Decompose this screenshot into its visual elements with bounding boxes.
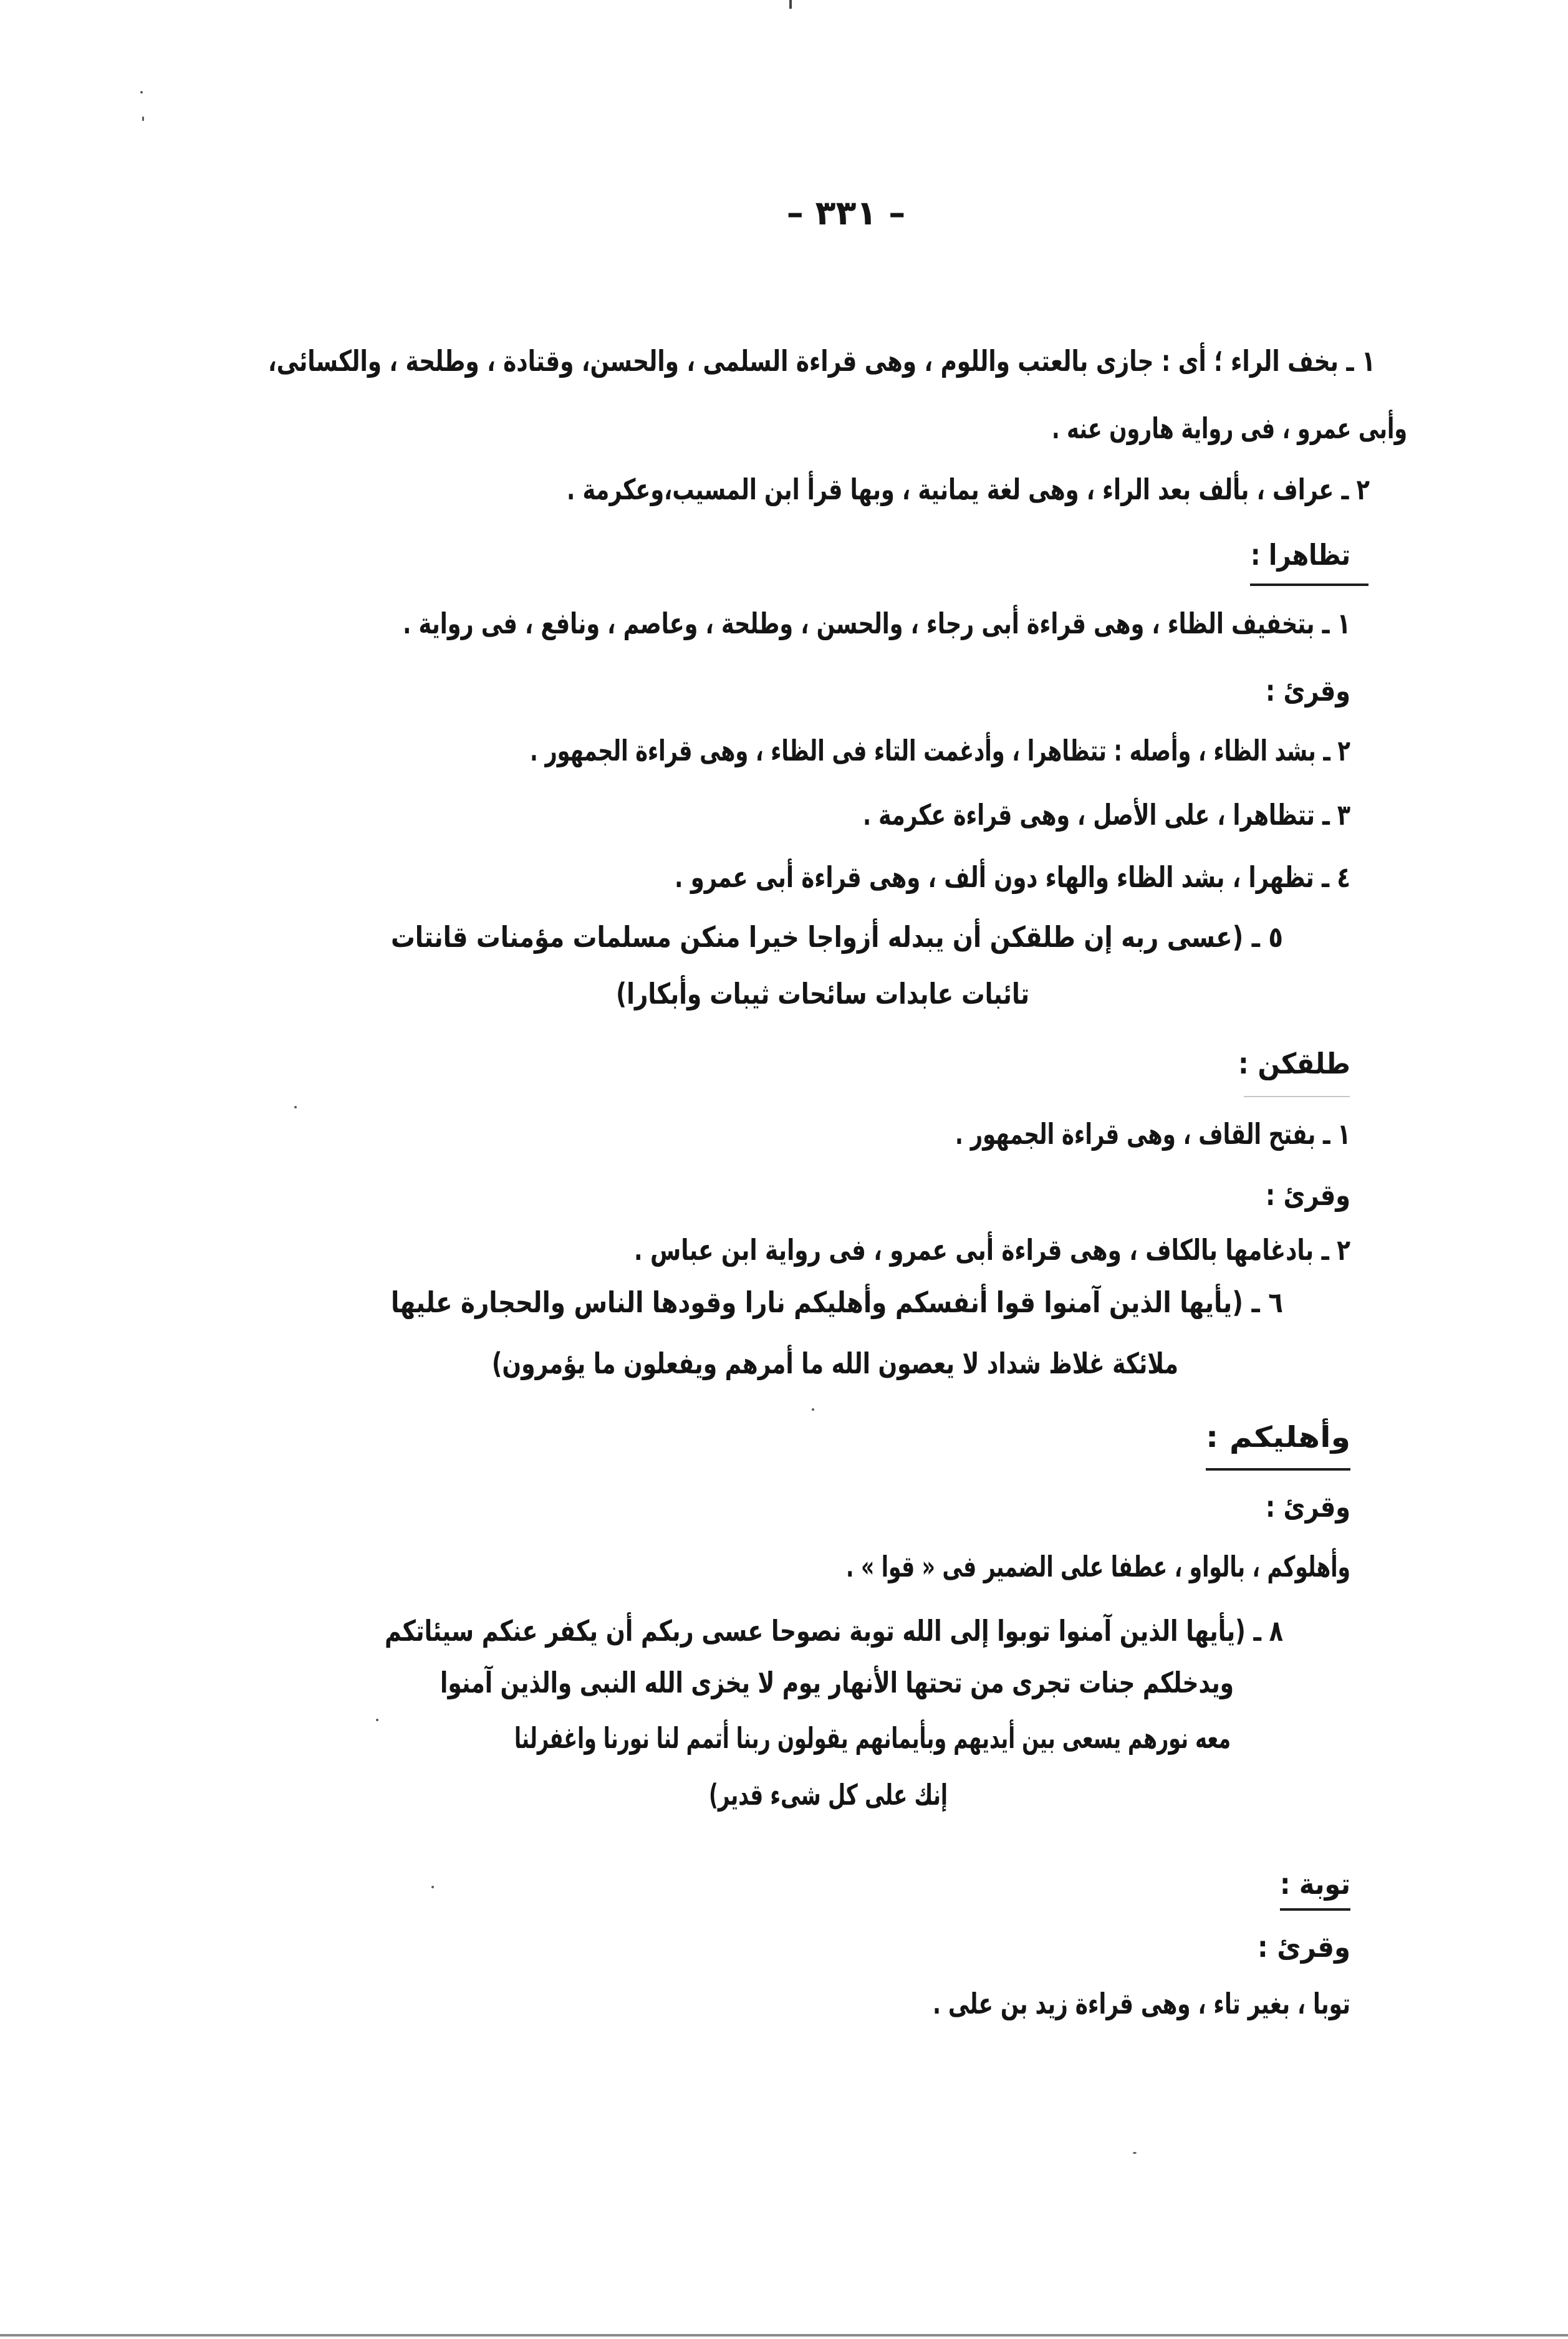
scan-speck: [142, 117, 144, 121]
page-number: – ٣٣١ –: [786, 193, 906, 233]
verse-line: معه نورهم يسعى بين أيديهم وبأيمانهم يقولون ربنا أتمم لنا نورنا واغفرلنا: [514, 1721, 1231, 1755]
entry-heading: طلقكن :: [1238, 1047, 1350, 1080]
verse-line: ملائكة غلاظ شداد لا يعصون الله ما أمرهم ويفعلون ما يؤمرون): [491, 1347, 1178, 1380]
entry-heading: تظاهرا :: [1250, 538, 1350, 572]
scan-edge-line: [0, 2334, 1568, 2337]
entry-heading: وأهليكم :: [1205, 1420, 1350, 1454]
verse-line: تائبات عابدات سائحات ثيبات وأبكارا): [616, 977, 1029, 1011]
reading-line: ١ ـ بفتح القاف ، وهى قراءة الجمهور .: [955, 1117, 1350, 1151]
verse-line: ٥ ـ (عسى ربه إن طلقكن أن يبدله أزواجا خيرا منكن مسلمات مؤمنات قانتات: [390, 920, 1283, 954]
reading-line: ٢ ـ بادغامها بالكاف ، وهى قراءة أبى عمرو ، فى رواية ابن عباس .: [634, 1233, 1350, 1267]
scan-speck: [1133, 2152, 1137, 2154]
reading-line: ٤ ـ تظهرا ، بشد الظاء والهاء دون ألف ، وهى قراءة أبى عمرو .: [674, 860, 1350, 894]
reading-line: ٣ ـ تتظاهرا ، على الأصل ، وهى قراءة عكرمة .: [862, 798, 1350, 832]
scan-speck: [812, 1408, 814, 1411]
scan-speck: [294, 1106, 297, 1108]
reading-line: ٢ ـ بشد الظاء ، وأصله : تتظاهرا ، وأدغمت التاء فى الظاء ، وهى قراءة الجمهور .: [529, 734, 1350, 767]
heading-underline: [1206, 1468, 1350, 1471]
variant-reading-label: وقرئ :: [1266, 674, 1350, 708]
heading-underline: [1244, 1096, 1350, 1097]
scan-speck: [431, 1886, 434, 1888]
reading-line: وأبى عمرو ، فى رواية هارون عنه .: [1051, 411, 1407, 445]
entry-heading: توبة :: [1280, 1867, 1350, 1901]
verse-line: ٨ ـ (يأيها الذين آمنوا توبوا إلى الله توبة نصوحا عسى ربكم أن يكفر عنكم سيئاتكم: [385, 1614, 1283, 1648]
heading-underline: [1280, 1908, 1350, 1911]
reading-line: ٢ ـ عراف ، بألف بعد الراء ، وهى لغة يمانية ، وبها قرأ ابن المسيب،وعكرمة .: [566, 473, 1370, 506]
reading-line: ١ ـ بتخفيف الظاء ، وهى قراءة أبى رجاء ، والحسن ، وطلحة ، وعاصم ، ونافع ، فى رواية .: [403, 607, 1350, 640]
verse-line: إنك على كل شىء قدير): [708, 1778, 948, 1812]
verse-line: ٦ ـ (يأيها الذين آمنوا قوا أنفسكم وأهليكم نارا وقودها الناس والحجارة عليها: [391, 1285, 1283, 1319]
variant-reading-label: وقرئ :: [1266, 1490, 1350, 1524]
reading-line: توبا ، بغير تاء ، وهى قراءة زيد بن على .: [932, 1987, 1350, 2020]
reading-line: وأهلوكم ، بالواو ، عطفا على الضمير فى « قوا » .: [846, 1550, 1350, 1583]
verse-line: ويدخلكم جنات تجرى من تحتها الأنهار يوم لا يخزى الله النبى والذين آمنوا: [440, 1666, 1234, 1699]
heading-underline: [1250, 584, 1368, 586]
scan-mark: [789, 0, 792, 9]
variant-reading-label: وقرئ :: [1266, 1178, 1350, 1212]
scan-speck: [376, 1719, 378, 1721]
scan-speck: [140, 91, 143, 94]
reading-line: ١ ـ بخف الراء ؛ أى : جازى بالعتب واللوم ، وهى قراءة السلمى ، والحسن، وقتادة ، وطلحة ، والكسائى،: [268, 344, 1375, 378]
variant-reading-label: وقرئ :: [1257, 1930, 1350, 1964]
